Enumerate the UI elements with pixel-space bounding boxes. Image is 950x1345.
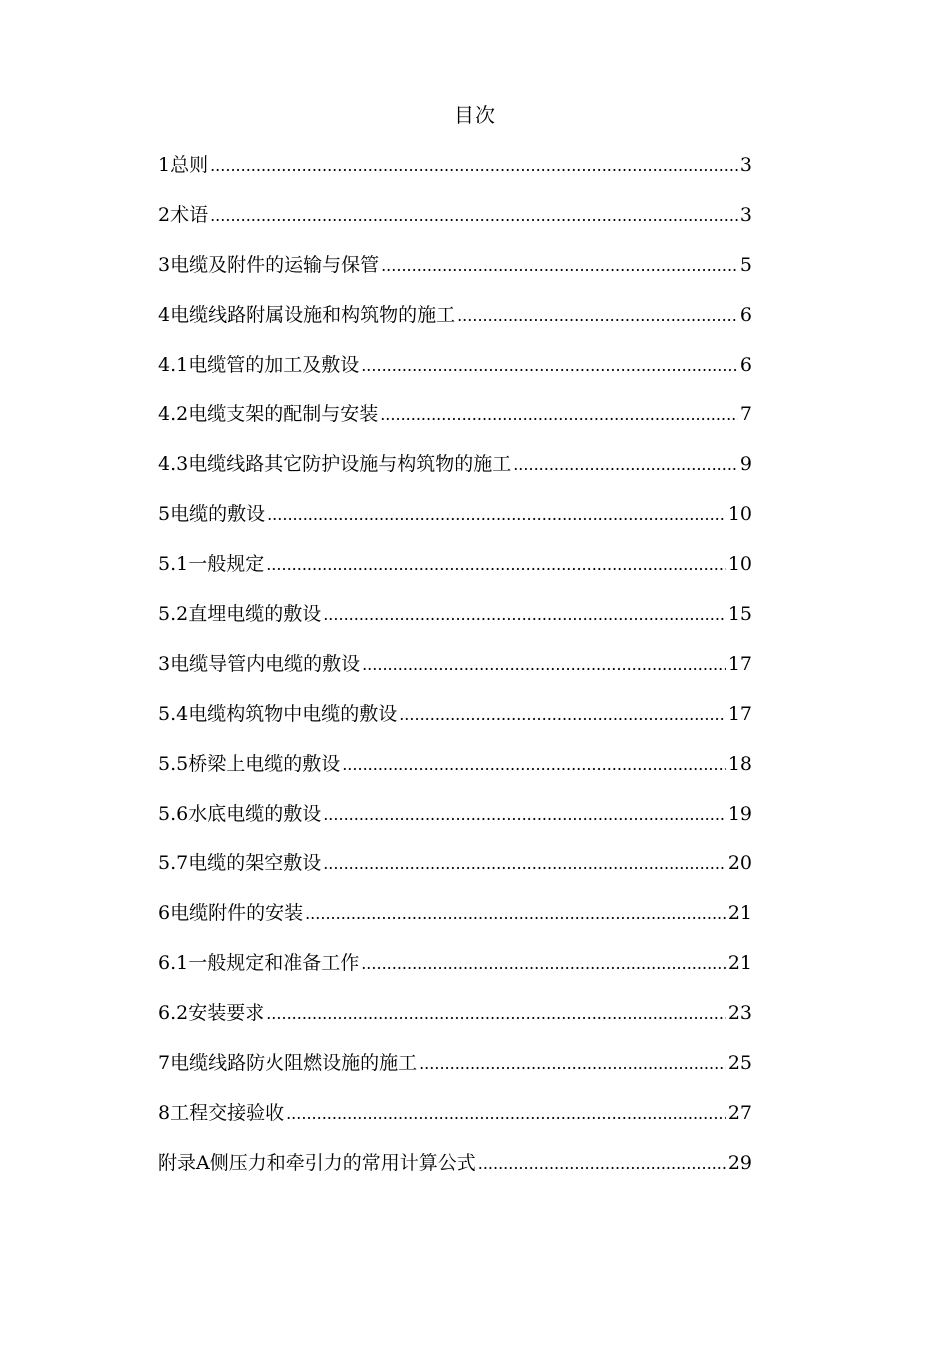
toc-entry-label: 5.7电缆的架空敷设 (158, 852, 322, 875)
toc-entry-page: 3 (739, 154, 752, 176)
toc-entry-label: 5.4电缆构筑物中电缆的敷设 (158, 702, 398, 725)
toc-entry-label: 3电缆及附件的运输与保管 (158, 253, 380, 276)
toc-dot-leader (323, 599, 726, 630)
toc-entry-page: 5 (739, 253, 752, 276)
toc-dot-leader (323, 848, 726, 879)
toc-entry-page: 6 (739, 303, 752, 326)
toc-entry-page: 17 (727, 652, 752, 675)
toc-entry-label: 2术语 (158, 203, 209, 226)
toc-entry-page: 20 (727, 852, 752, 875)
toc-entry-page: 29 (727, 1151, 752, 1174)
toc-entry-page: 21 (727, 952, 752, 975)
toc-entry-page: 15 (727, 603, 752, 626)
toc-entry-page: 6 (739, 353, 752, 376)
toc-entry-page: 18 (727, 752, 752, 775)
toc-dot-leader (399, 699, 726, 730)
toc-dot-leader (478, 1148, 726, 1179)
toc-entry[interactable] (158, 1048, 752, 1098)
toc-entry-page: 7 (739, 403, 752, 426)
toc-entry[interactable] (158, 549, 752, 599)
toc-entry-label: 5.2直埋电缆的敷设 (158, 603, 322, 626)
toc-entry[interactable] (158, 200, 752, 250)
toc-entry-label: 7电缆线路防火阻燃设施的施工 (158, 1052, 418, 1075)
toc-entry[interactable] (158, 898, 752, 948)
toc-dot-leader (323, 799, 726, 830)
toc-entry-label: 4.3电缆线路其它防护设施与构筑物的施工 (158, 453, 512, 476)
toc-entry-label: 6.1一般规定和准备工作 (158, 952, 360, 975)
toc-entry-page: 27 (727, 1101, 752, 1124)
toc-entry-label: 5.5桥梁上电缆的敷设 (158, 752, 341, 775)
toc-dot-leader (267, 499, 726, 530)
toc-entry-label: 5电缆的敷设 (158, 503, 266, 526)
toc-entry[interactable] (158, 399, 752, 449)
toc-entry-label: 4.1电缆管的加工及敷设 (158, 353, 360, 376)
toc-dot-leader (210, 200, 738, 231)
toc-entry[interactable] (158, 449, 752, 499)
toc-entry[interactable] (158, 799, 752, 849)
toc-entry-page: 19 (727, 802, 752, 825)
toc-entry-page: 10 (727, 553, 752, 576)
toc-entry-label: 1总则 (158, 154, 209, 176)
toc-entry-label: 8工程交接验收 (158, 1101, 285, 1124)
toc-dot-leader (381, 250, 738, 281)
toc-entry[interactable] (158, 749, 752, 799)
toc-entry-page: 9 (739, 453, 752, 476)
toc-entry-label: 6电缆附件的安装 (158, 902, 304, 925)
toc-entry-page: 3 (739, 203, 752, 226)
toc-entry[interactable] (158, 1098, 752, 1148)
toc-entry-page: 10 (727, 503, 752, 526)
toc-entry-label: 4电缆线路附属设施和构筑物的施工 (158, 303, 456, 326)
toc-entry-label: 4.2电缆支架的配制与安装 (158, 403, 379, 426)
toc-dot-leader (286, 1098, 726, 1129)
toc-dot-leader (419, 1048, 726, 1079)
toc-entry-label: 5.1一般规定 (158, 553, 265, 576)
toc-entry-page: 21 (727, 902, 752, 925)
toc-entry[interactable] (158, 300, 752, 350)
toc-entry[interactable] (158, 150, 752, 200)
toc-dot-leader (380, 399, 738, 430)
toc-entry[interactable] (158, 350, 752, 400)
toc-dot-leader (266, 549, 726, 580)
toc-entry-label: 6.2安装要求 (158, 1002, 265, 1025)
toc-entry-page: 25 (727, 1052, 752, 1075)
toc-dot-leader (457, 300, 738, 331)
toc-entry[interactable] (158, 499, 752, 549)
toc-dot-leader (361, 350, 738, 381)
toc-entry[interactable] (158, 1148, 752, 1198)
toc-dot-leader (342, 749, 726, 780)
toc-entry-page: 23 (727, 1002, 752, 1025)
toc-entry[interactable] (158, 699, 752, 749)
toc-entry[interactable] (158, 250, 752, 300)
toc-dot-leader (210, 150, 738, 181)
toc-entry[interactable] (158, 649, 752, 699)
toc-dot-leader (266, 998, 726, 1029)
toc-entry-label: 附录A侧压力和牵引力的常用计算公式 (158, 1151, 476, 1174)
toc-dot-leader (361, 948, 726, 979)
toc-entry-page: 17 (727, 702, 752, 725)
toc-entry-label: 3电缆导管内电缆的敷设 (158, 652, 361, 675)
toc-entry[interactable] (158, 848, 752, 898)
toc-dot-leader (513, 449, 738, 480)
toc-entry[interactable] (158, 998, 752, 1048)
toc-entry[interactable] (158, 599, 752, 649)
toc-title: 目次 (454, 103, 496, 127)
toc-dot-leader (362, 649, 726, 680)
toc-entry[interactable] (158, 948, 752, 998)
toc-entry-label: 5.6水底电缆的敷设 (158, 802, 322, 825)
toc-list (158, 150, 752, 1198)
toc-dot-leader (305, 898, 726, 929)
